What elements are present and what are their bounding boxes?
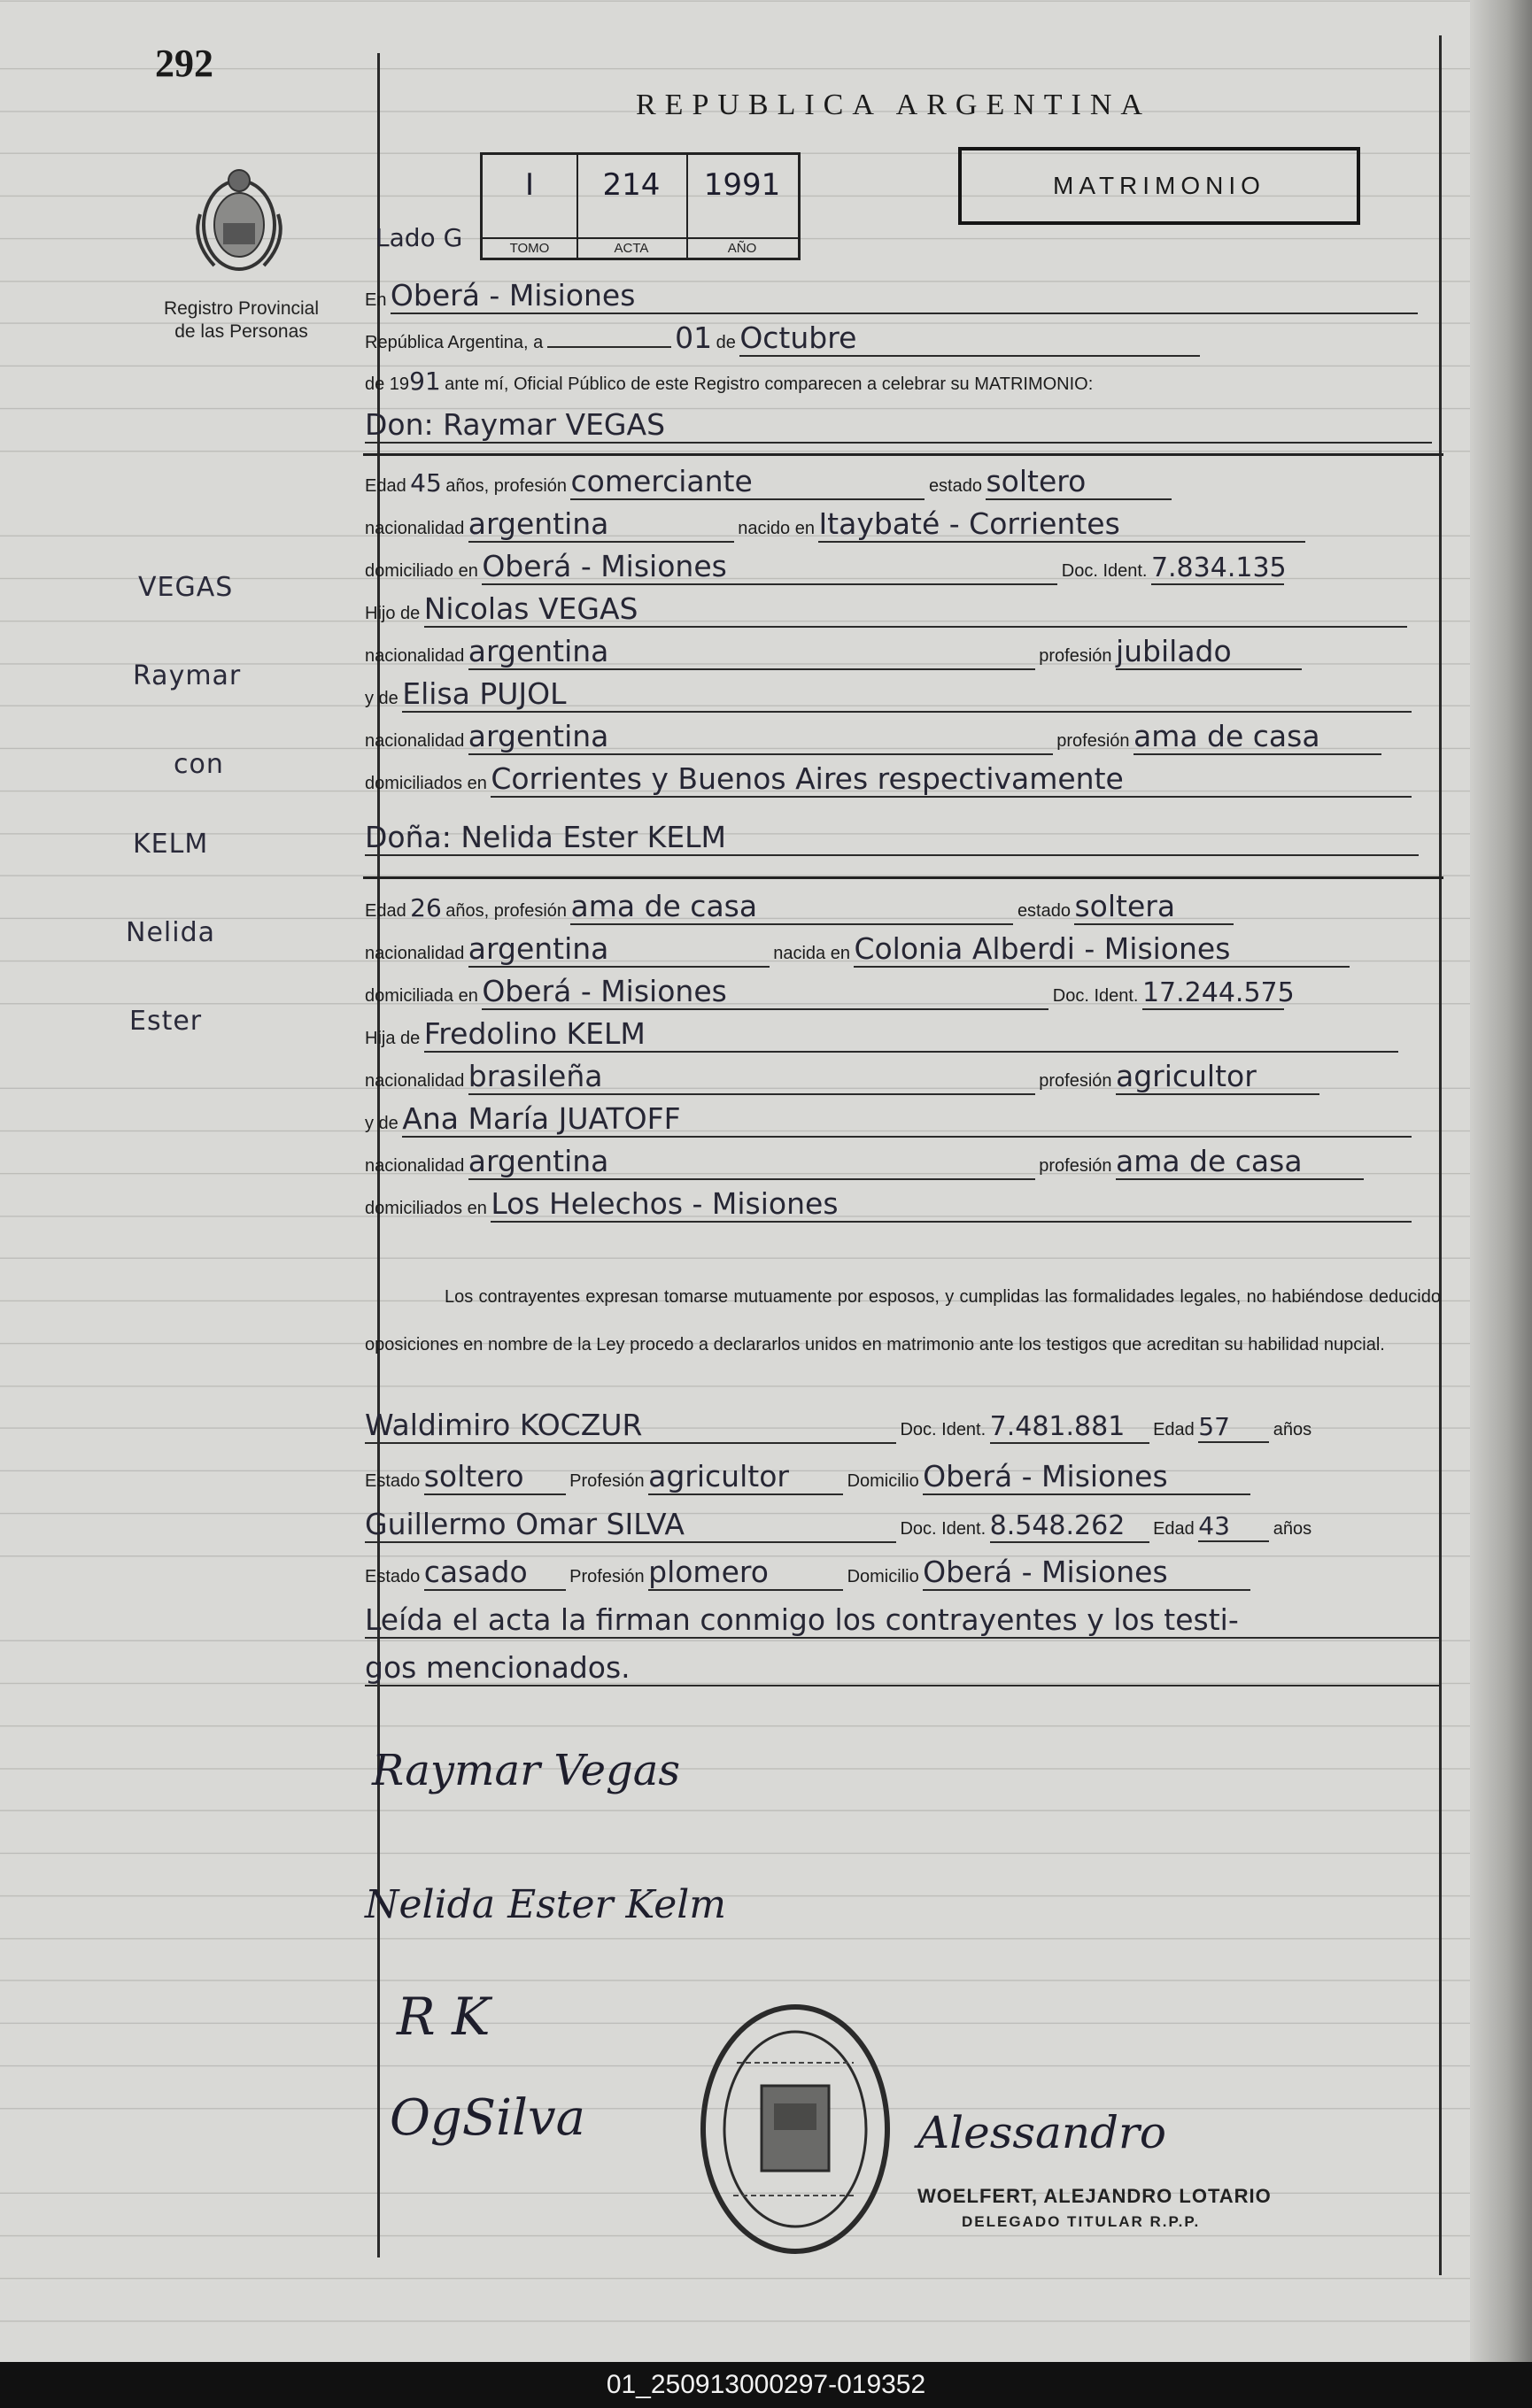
tomo-value: I bbox=[524, 167, 535, 203]
profesion-label: profesión bbox=[1039, 1156, 1112, 1176]
groom-domicile: Oberá - Misiones bbox=[482, 549, 1057, 585]
closing-text-1: Leída el acta la firman conmigo los contrayentes y los testi- bbox=[365, 1602, 1441, 1639]
domiciliados-label: domiciliados en bbox=[365, 1199, 487, 1218]
doc-label: Doc. Ident. bbox=[900, 1519, 987, 1539]
groom-mother-nationality: argentina bbox=[468, 719, 1053, 755]
place-line bbox=[365, 278, 1418, 314]
bride-status: soltera bbox=[1074, 889, 1234, 925]
month-value: Octubre bbox=[739, 320, 1200, 357]
witness1-profession: agricultor bbox=[648, 1459, 843, 1495]
estado-label: Estado bbox=[365, 1471, 421, 1491]
doc-label: Doc. Ident. bbox=[900, 1420, 987, 1439]
registry-seal-icon bbox=[698, 2001, 893, 2258]
witness1-details-line bbox=[365, 1459, 1250, 1495]
profesion-label: Profesión bbox=[569, 1567, 645, 1586]
groom-mother-line bbox=[365, 676, 1412, 713]
witness1-name-line bbox=[365, 1408, 1311, 1444]
coat-of-arms-icon bbox=[188, 161, 290, 282]
witness2-name-line bbox=[365, 1507, 1311, 1543]
witness1-status: soltero bbox=[424, 1459, 566, 1495]
witness1-age: 57 bbox=[1198, 1412, 1269, 1443]
blank-1 bbox=[547, 346, 671, 348]
profesion-label: Profesión bbox=[569, 1471, 645, 1491]
profesion-label: profesión bbox=[1039, 1071, 1112, 1091]
bride-mother-nationality: argentina bbox=[468, 1144, 1035, 1180]
day-value: 01 bbox=[675, 320, 713, 355]
acta-label: ACTA bbox=[576, 237, 686, 256]
tomo-cell bbox=[483, 155, 578, 258]
bride-birthplace: Colonia Alberdi - Misiones bbox=[854, 931, 1350, 968]
witness1-name: Waldimiro KOCZUR bbox=[365, 1408, 896, 1444]
margin-note-surname-bride: KELM bbox=[133, 829, 209, 860]
anio-label: AÑO bbox=[686, 237, 798, 256]
acta-cell bbox=[576, 155, 688, 258]
groom-mother-nat-line bbox=[365, 719, 1381, 755]
reference-box bbox=[480, 152, 801, 260]
ceremony-statement: ante mí, Oficial Público de este Registro comparecen a celebrar su MATRIMONIO: bbox=[445, 374, 1094, 394]
bride-age-line bbox=[365, 889, 1234, 925]
page-number: 292 bbox=[155, 42, 213, 85]
bride-father-line bbox=[365, 1016, 1398, 1053]
year-prefix: de 19 bbox=[365, 374, 410, 394]
document-type-box: MATRIMONIO bbox=[958, 147, 1360, 225]
edad-label: Edad bbox=[365, 476, 406, 496]
profesion-label: profesión bbox=[1039, 646, 1112, 666]
year-line bbox=[365, 367, 1093, 396]
de-label: de bbox=[716, 333, 736, 352]
bride-father-profession: agricultor bbox=[1116, 1059, 1319, 1095]
bride-age: 26 bbox=[410, 893, 442, 922]
estado-label: Estado bbox=[365, 1567, 421, 1586]
groom-nationality: argentina bbox=[468, 506, 734, 543]
tomo-label: TOMO bbox=[483, 237, 576, 256]
hijo-label: Hijo de bbox=[365, 604, 421, 623]
official-title: DELEGADO TITULAR R.P.P. bbox=[962, 2213, 1201, 2230]
republica-label: República Argentina, a bbox=[365, 333, 544, 352]
doc-label: Doc. Ident. bbox=[1061, 561, 1148, 581]
bride-name-line bbox=[365, 820, 1419, 856]
closing-line-2 bbox=[365, 1650, 1441, 1686]
en-label: En bbox=[365, 290, 387, 310]
groom-nationality-line bbox=[365, 506, 1305, 543]
bride-nationality: argentina bbox=[468, 931, 770, 968]
anio-cell bbox=[686, 155, 798, 258]
bride-mother-line bbox=[365, 1101, 1412, 1138]
nacionalidad-label: nacionalidad bbox=[365, 1156, 465, 1176]
groom-father-nationality: argentina bbox=[468, 634, 1035, 670]
anio-value: 1991 bbox=[703, 167, 781, 203]
witness2-age: 43 bbox=[1198, 1511, 1269, 1542]
groom-domicile-line bbox=[365, 549, 1287, 585]
yde-label: y de bbox=[365, 689, 398, 708]
nacida-label: nacida en bbox=[773, 944, 850, 963]
margin-note-name-groom: Raymar bbox=[133, 660, 242, 691]
registry-line-2: de las Personas bbox=[174, 321, 308, 342]
year-suffix: 91 bbox=[409, 367, 441, 396]
edad-label: Edad bbox=[1153, 1420, 1195, 1439]
groom-name-line bbox=[365, 407, 1432, 444]
bride-father: Fredolino KELM bbox=[424, 1016, 1398, 1053]
nacionalidad-label: nacionalidad bbox=[365, 1071, 465, 1091]
domicilio-label: Domicilio bbox=[847, 1567, 919, 1586]
profesion-label: profesión bbox=[1056, 731, 1130, 751]
bride-domicile-line bbox=[365, 974, 1295, 1010]
nacionalidad-label: nacionalidad bbox=[365, 646, 465, 666]
margin-note-surname-groom: VEGAS bbox=[138, 572, 234, 603]
profesion-label: años, profesión bbox=[445, 476, 568, 496]
official-signature: Alessandro bbox=[917, 2107, 1167, 2158]
groom-father-nat-line bbox=[365, 634, 1302, 670]
groom-parents-domicile: Corrientes y Buenos Aires respectivamente bbox=[491, 761, 1412, 798]
groom-signature: Raymar Vegas bbox=[372, 1746, 680, 1795]
bride-mother-profession: ama de casa bbox=[1116, 1144, 1364, 1180]
bride-nationality-line bbox=[365, 931, 1350, 968]
groom-birthplace: Itaybaté - Corrientes bbox=[818, 506, 1305, 543]
bride-parents-domicile: Los Helechos - Misiones bbox=[491, 1186, 1412, 1223]
groom-parents-domicile-line bbox=[365, 761, 1412, 798]
groom-name: Don: Raymar VEGAS bbox=[365, 407, 1432, 444]
domiciliado-label: domiciliado en bbox=[365, 561, 478, 581]
bride-mother-nat-line bbox=[365, 1144, 1364, 1180]
groom-age: 45 bbox=[410, 468, 442, 498]
domiciliada-label: domiciliada en bbox=[365, 986, 478, 1006]
doc-label: Doc. Ident. bbox=[1052, 986, 1139, 1006]
closing-line-1 bbox=[365, 1602, 1441, 1639]
bride-name: Doña: Nelida Ester KELM bbox=[365, 820, 1419, 856]
estado-label: estado bbox=[928, 476, 982, 496]
domiciliados-label: domiciliados en bbox=[365, 774, 487, 793]
witness2-status: casado bbox=[424, 1555, 566, 1591]
groom-profession: comerciante bbox=[570, 464, 925, 500]
groom-father: Nicolas VEGAS bbox=[424, 591, 1407, 628]
groom-father-line bbox=[365, 591, 1407, 628]
official-name: WOELFERT, ALEJANDRO LOTARIO bbox=[917, 2185, 1272, 2207]
groom-father-profession: jubilado bbox=[1116, 634, 1302, 670]
acta-value: 214 bbox=[602, 167, 661, 203]
declaration-paragraph: Los contrayentes expresan tomarse mutuamente por esposos, y cumplidas las formalidades legales, no habiéndose deducido oposiciones en nombre de la Ley procedo a declararlos unidos en matrimonio ante los testigos que acreditan su habilidad nupcial. bbox=[365, 1287, 1441, 1354]
witness2-profession: plomero bbox=[648, 1555, 843, 1591]
groom-doc: 7.834.135 bbox=[1150, 552, 1287, 583]
margin-note-con: con bbox=[174, 749, 224, 780]
groom-age-line bbox=[365, 464, 1172, 500]
bride-parents-domicile-line bbox=[365, 1186, 1412, 1223]
hija-label: Hija de bbox=[365, 1029, 421, 1048]
bride-domicile: Oberá - Misiones bbox=[482, 974, 1048, 1010]
nacionalidad-label: nacionalidad bbox=[365, 519, 465, 538]
yde-label: y de bbox=[365, 1114, 398, 1133]
right-rule bbox=[1439, 35, 1442, 2275]
groom-mother: Elisa PUJOL bbox=[402, 676, 1412, 713]
witness2-domicile: Oberá - Misiones bbox=[923, 1555, 1250, 1591]
anios-label: años bbox=[1273, 1519, 1312, 1539]
margin-note-second-name-bride: Ester bbox=[129, 1006, 203, 1037]
date-line bbox=[365, 320, 1200, 357]
groom-status: soltero bbox=[986, 464, 1172, 500]
estado-label: estado bbox=[1017, 901, 1071, 921]
witness1-doc: 7.481.881 bbox=[990, 1411, 1149, 1444]
witness2-doc: 8.548.262 bbox=[990, 1510, 1149, 1543]
bride-mother: Ana María JUATOFF bbox=[402, 1101, 1412, 1138]
groom-mother-profession: ama de casa bbox=[1134, 719, 1381, 755]
nacido-label: nacido en bbox=[738, 519, 815, 538]
registry-line-1: Registro Provincial bbox=[163, 298, 320, 319]
witness2-details-line bbox=[365, 1555, 1250, 1591]
nacionalidad-label: nacionalidad bbox=[365, 944, 465, 963]
country-title: REPUBLICA ARGENTINA bbox=[636, 89, 1151, 121]
profesion-label: años, profesión bbox=[445, 901, 568, 921]
registry-name bbox=[133, 297, 350, 343]
bride-signature: Nelida Ester Kelm bbox=[365, 1882, 727, 1927]
bride-doc: 17.244.575 bbox=[1141, 977, 1295, 1008]
witness1-signature: R K bbox=[397, 1987, 491, 2047]
footer-id: 01_250913000297-019352 bbox=[0, 2362, 1532, 2408]
lado-note: Lado G bbox=[375, 223, 463, 252]
bride-profession: ama de casa bbox=[570, 889, 1013, 925]
edad-label: Edad bbox=[1153, 1519, 1195, 1539]
witness1-domicile: Oberá - Misiones bbox=[923, 1459, 1250, 1495]
section-separator bbox=[363, 453, 1443, 456]
edad-label: Edad bbox=[365, 901, 406, 921]
bride-father-nationality: brasileña bbox=[468, 1059, 1035, 1095]
nacionalidad-label: nacionalidad bbox=[365, 731, 465, 751]
place-value: Oberá - Misiones bbox=[391, 278, 1418, 314]
section-separator bbox=[363, 876, 1443, 879]
page-edge bbox=[1470, 0, 1532, 2362]
margin-note-name-bride: Nelida bbox=[126, 917, 215, 948]
witness2-signature: OgSilva bbox=[390, 2089, 585, 2147]
closing-text-2: gos mencionados. bbox=[365, 1650, 1441, 1686]
witness2-name: Guillermo Omar SILVA bbox=[365, 1507, 896, 1543]
bride-father-nat-line bbox=[365, 1059, 1319, 1095]
domicilio-label: Domicilio bbox=[847, 1471, 919, 1491]
anios-label: años bbox=[1273, 1420, 1312, 1439]
